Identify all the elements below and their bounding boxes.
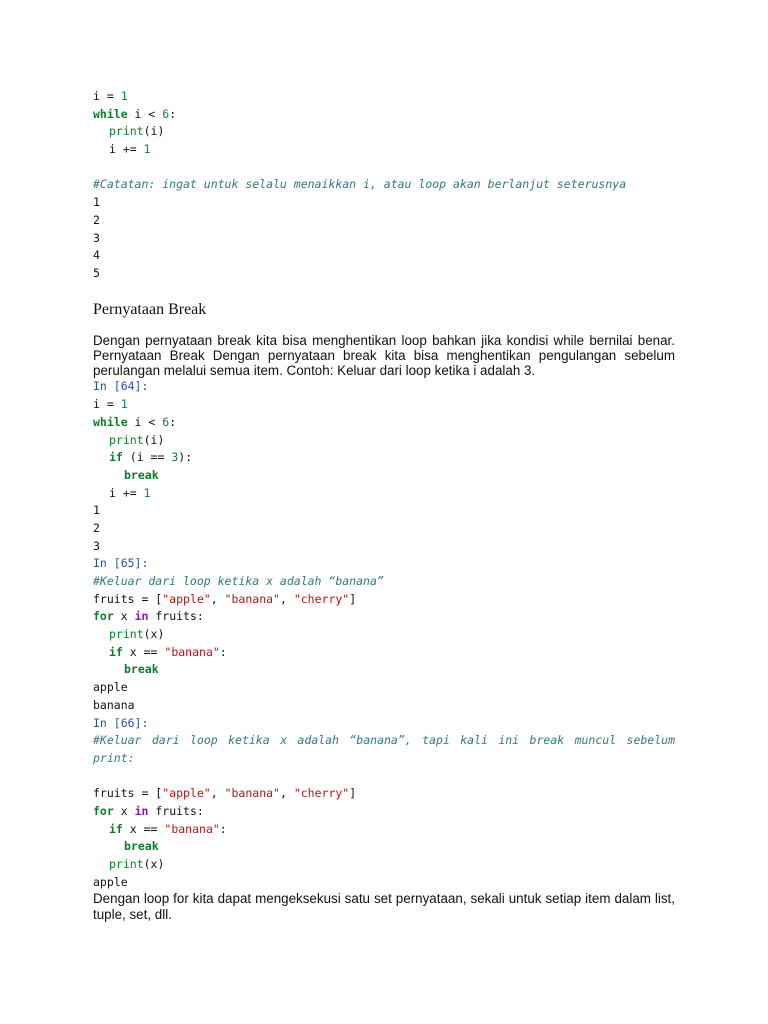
code-comment: #Keluar dari loop ketika x adalah “banana”, tapi kali ini break muncul sebelum print: <box>93 733 675 765</box>
output-line: 1 <box>93 503 100 518</box>
code-block-while <box>93 88 675 283</box>
code-comment: #Keluar dari loop ketika x adalah “banana” <box>93 574 384 589</box>
output-line: 2 <box>93 212 100 227</box>
code-line: i = 1 <box>93 397 128 412</box>
code-cell-64 <box>93 378 675 555</box>
code-line: print(i) <box>109 124 165 139</box>
code-line: if x == "banana": <box>109 821 227 836</box>
output-line: 4 <box>93 248 100 263</box>
output-line: banana <box>93 697 135 712</box>
code-line: break <box>124 467 159 482</box>
output-line: 5 <box>93 265 100 280</box>
output-line: 1 <box>93 195 100 210</box>
code-line: fruits = ["apple", "banana", "cherry"] <box>93 786 357 801</box>
code-line: print(x) <box>109 857 165 872</box>
output-line: apple <box>93 680 128 695</box>
code-line: if (i == 3): <box>109 450 193 465</box>
code-cell-66 <box>93 715 675 892</box>
output-line: apple <box>93 874 128 889</box>
code-cell-65 <box>93 555 675 714</box>
section-paragraph: Dengan pernyataan break kita bisa menghentikan loop bahkan jika kondisi while bernilai benar. Pernyataan Break Dengan pernyataan break kita bisa menghentikan pengulangan sebelum perulangan melalui semua item. Contoh: Keluar dari loop ketika i adalah 3. <box>93 332 675 379</box>
document-page <box>93 88 675 922</box>
code-line: i += 1 <box>109 485 151 500</box>
cell-prompt: In [64]: <box>93 379 149 394</box>
code-line: while i < 6: <box>93 414 177 429</box>
code-line: if x == "banana": <box>109 644 227 659</box>
output-line: 3 <box>93 230 100 245</box>
closing-paragraph: Dengan loop for kita dapat mengeksekusi satu set pernyataan, sekali untuk setiap item dalam list, tuple, set, dll. <box>93 891 675 922</box>
code-line: break <box>124 662 159 677</box>
code-line: for x in fruits: <box>93 609 204 624</box>
cell-prompt: In [65]: <box>93 556 149 571</box>
output-line: 3 <box>93 538 100 553</box>
section-heading: Pernyataan Break <box>93 300 207 318</box>
code-line: i += 1 <box>109 142 151 157</box>
code-comment: #Catatan: ingat untuk selalu menaikkan i, atau loop akan berlanjut seterusnya <box>93 177 627 192</box>
code-line: break <box>124 839 159 854</box>
code-line: i = 1 <box>93 89 128 103</box>
code-line: fruits = ["apple", "banana", "cherry"] <box>93 591 357 606</box>
code-line: while i < 6: <box>93 106 177 121</box>
code-line: print(x) <box>109 627 165 642</box>
code-line: for x in fruits: <box>93 804 204 818</box>
cell-prompt: In [66]: <box>93 715 149 730</box>
output-line: 2 <box>93 520 100 535</box>
code-line: print(i) <box>109 432 165 447</box>
